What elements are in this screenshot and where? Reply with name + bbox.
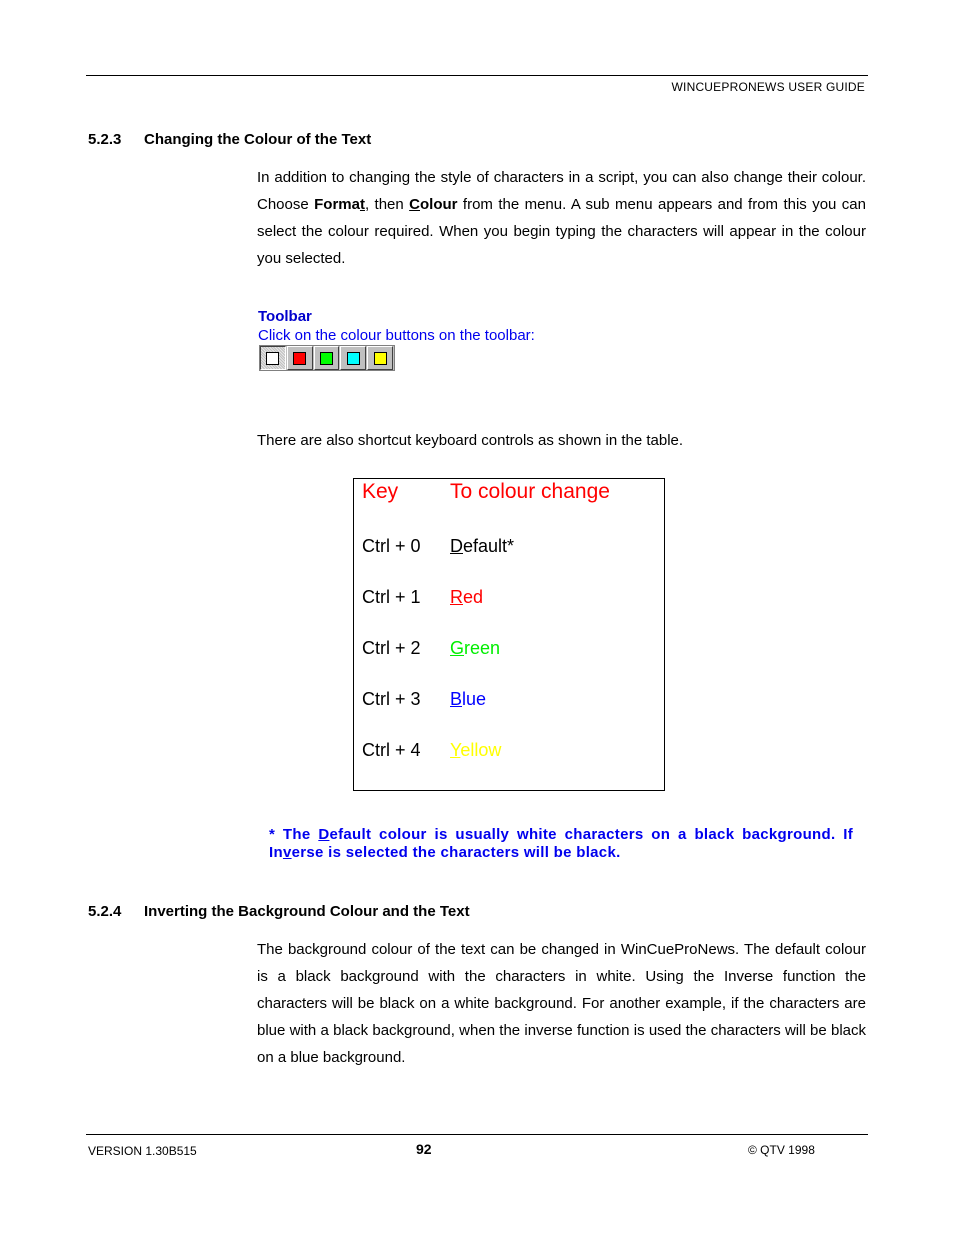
swatch-icon [347, 352, 360, 365]
colour-button-green[interactable] [314, 346, 340, 370]
colour-button-red[interactable] [287, 346, 313, 370]
swatch-icon [374, 352, 387, 365]
key-combo: Ctrl + 4 [362, 740, 421, 760]
key-combo: Ctrl + 2 [362, 638, 421, 658]
key-combo: Ctrl + 3 [362, 689, 421, 709]
header-title: WINCUEPRONEWS USER GUIDE [671, 80, 865, 94]
paragraph [257, 164, 866, 272]
key-combo: Ctrl + 1 [362, 587, 421, 607]
toolbar-instruction: Click on the colour buttons on the toolbar: [258, 327, 535, 344]
swatch-icon [320, 352, 333, 365]
column-header-key: Key [362, 480, 399, 503]
section-number: 5.2.3 [88, 131, 122, 148]
section-body-5-2-3 [257, 164, 866, 272]
colour-name: Blue [450, 689, 487, 709]
colour-button-default[interactable] [260, 346, 286, 370]
footer-version: VERSION 1.30B515 [88, 1144, 197, 1158]
colour-button-blue[interactable] [340, 346, 366, 370]
toolbar-title: Toolbar [258, 308, 312, 325]
page-number: 92 [416, 1141, 432, 1157]
section-body-5-2-4 [257, 936, 866, 1071]
shortcut-table [353, 478, 665, 791]
default-colour-footnote: * The Default colour is usually white characters on a black background. If Inverse is selected the characters will be black. [269, 826, 853, 861]
menu-format: Format [314, 196, 365, 213]
section-title: Changing the Colour of the Text [144, 131, 372, 148]
section-heading-5-2-4 [88, 903, 470, 920]
menu-colour: Colour [409, 196, 458, 213]
column-header-change: To colour change [450, 480, 610, 503]
footer-copyright: © QTV 1998 [748, 1143, 815, 1157]
header-rule [86, 75, 868, 76]
shortcut-note: There are also shortcut keyboard controls as shown in the table. [257, 432, 684, 449]
paragraph: The background colour of the text can be changed in WinCueProNews. The default colour is a black background with the characters in white. Using the Inverse function the characters will be black on a white background. For another example, if the characters are blue with a black background, when the inverse function is used the characters will be black on a blue background. [257, 941, 866, 1066]
swatch-icon [293, 352, 306, 365]
text-run: from the menu. A sub menu appears and from this you can select the colour required. When you begin typing the characters will appear in the colour you selected. [257, 196, 866, 267]
colour-name: Red [450, 587, 484, 607]
section-number: 5.2.4 [88, 903, 122, 920]
colour-toolbar [259, 345, 395, 371]
footer-rule [86, 1134, 868, 1135]
text-run: In addition to changing the style of characters in a script, you can also change their colour. Choose [257, 169, 866, 213]
colour-name: Green [450, 638, 501, 658]
swatch-icon [266, 352, 279, 365]
text-run: , then [364, 196, 410, 213]
colour-name: Default* [450, 536, 515, 556]
colour-name: Yellow [450, 740, 502, 760]
section-title: Inverting the Background Colour and the Text [144, 903, 470, 920]
colour-button-yellow[interactable] [367, 346, 393, 370]
section-heading-5-2-3 [88, 131, 371, 148]
key-combo: Ctrl + 0 [362, 536, 421, 556]
